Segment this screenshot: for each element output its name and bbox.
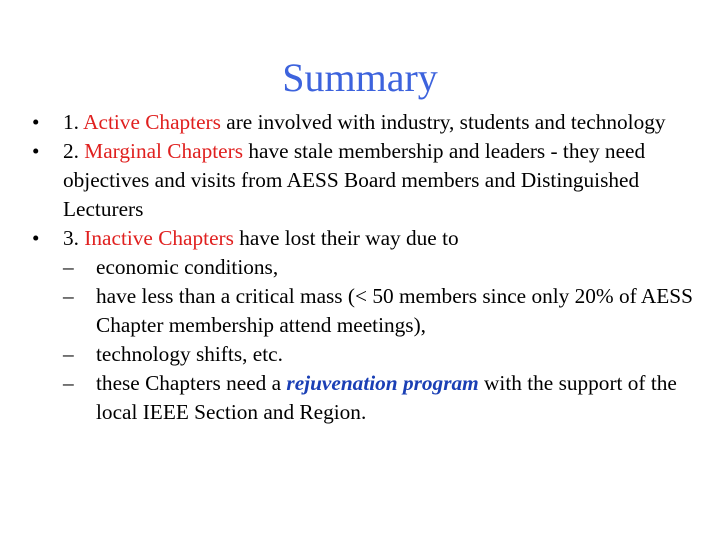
bullet-prefix: 3. <box>63 226 85 250</box>
rejuvenation-program-emphasis: rejuvenation program <box>286 371 479 395</box>
sub-bullet-item <box>32 253 702 282</box>
dash-icon: – <box>63 255 74 279</box>
sub-bullet-text: these Chapters need a <box>96 371 287 395</box>
bullet-text: have stale membership and leaders - they need objectives and visits from AESS Board members and Distinguished Lecturers <box>63 139 646 221</box>
bullet-item <box>32 137 702 224</box>
dash-icon: – <box>63 371 74 395</box>
sub-bullet-text: economic conditions, <box>96 255 279 279</box>
bullet-prefix: 2. <box>63 139 85 163</box>
bullet-text: have lost their way due to <box>233 226 459 250</box>
sub-bullet-item <box>32 369 702 427</box>
slide-title-text: Summary <box>282 55 438 100</box>
bullet-highlight: Active Chapters <box>83 110 221 134</box>
slide-title <box>0 52 720 104</box>
dash-icon: – <box>63 284 74 308</box>
bullet-text: are involved with industry, students and technology <box>220 110 666 134</box>
sub-bullet-text: technology shifts, etc. <box>96 342 283 366</box>
sub-bullet-text: have less than a critical mass (< 50 members since only 20% of AESS Chapter membership attend meetings), <box>96 284 693 337</box>
bullet-highlight: Marginal Chapters <box>84 139 244 163</box>
bullet-icon: • <box>32 139 40 163</box>
bullet-prefix: 1. <box>63 110 84 134</box>
bullet-icon: • <box>32 110 40 134</box>
dash-icon: – <box>63 342 74 366</box>
sub-bullet-text-end: with the support of the local IEEE Section and Region. <box>96 371 677 424</box>
bullet-item <box>32 108 702 137</box>
slide-body <box>32 108 702 427</box>
sub-bullet-item <box>32 340 702 369</box>
bullet-icon: • <box>32 226 40 250</box>
bullet-item <box>32 224 702 253</box>
bullet-highlight: Inactive Chapters <box>84 226 234 250</box>
sub-bullet-item <box>32 282 702 340</box>
